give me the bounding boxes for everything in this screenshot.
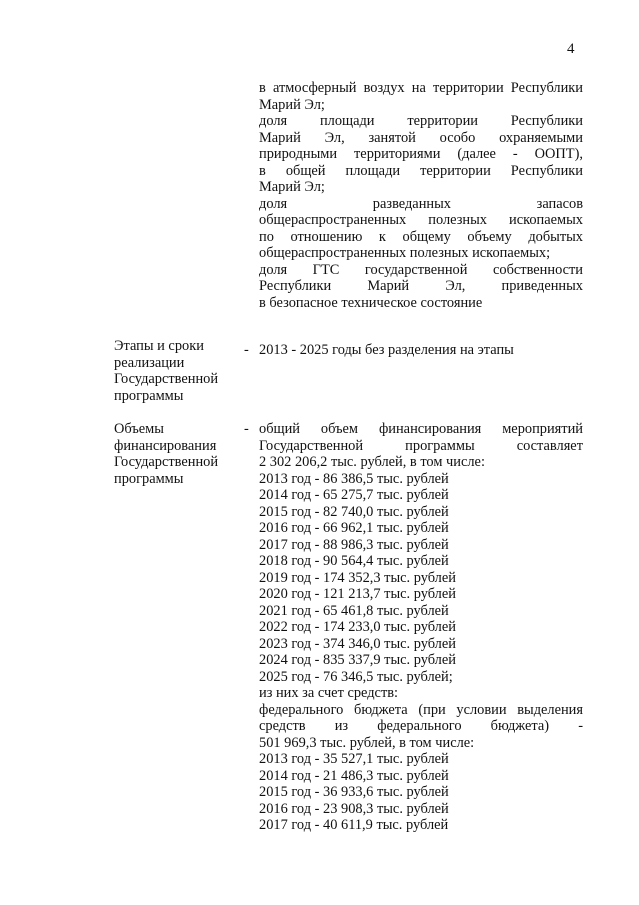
label-line: программы — [114, 470, 184, 487]
funding-line: 2019 год - 174 352,3 тыс. рублей — [259, 569, 456, 586]
text-line: Марий Эл; — [259, 96, 325, 113]
text-line: в атмосферный воздух на территории Республики — [259, 80, 583, 96]
funding-line: средств из федерального бюджета) - — [259, 718, 583, 734]
funding-label — [114, 421, 234, 487]
text-line: Марий Эл; — [259, 179, 325, 195]
funding-line: Государственной программы составляет — [259, 437, 583, 454]
text-line: в общей площади территории Республики — [259, 162, 583, 179]
funding-line: 2015 год - 82 740,0 тыс. рублей — [259, 503, 449, 520]
text-line: природными территориями (далее - ООПТ), — [259, 146, 583, 162]
funding-line: 2017 год - 88 986,3 тыс. рублей — [259, 536, 449, 553]
text-line: Республики Марий Эл, приведенных — [259, 278, 583, 294]
funding-line: 2021 год - 65 461,8 тыс. рублей — [259, 602, 449, 619]
funding-line: 2013 год - 35 527,1 тыс. рублей — [259, 751, 449, 767]
funding-line: 2013 год - 86 386,5 тыс. рублей — [259, 470, 449, 487]
funding-line: общий объем финансирования мероприятий — [259, 421, 583, 437]
stages-value: 2013 - 2025 годы без разделения на этапы — [259, 342, 514, 358]
funding-line: федерального бюджета (при условии выделения — [259, 701, 583, 718]
label-line: Этапы и сроки — [114, 338, 204, 354]
funding-line: 501 969,3 тыс. рублей, в том числе: — [259, 734, 475, 751]
label-line: финансирования — [114, 437, 217, 454]
funding-line: 2015 год - 36 933,6 тыс. рублей — [259, 784, 449, 800]
label-line: реализации — [114, 354, 185, 371]
funding-line: 2016 год - 23 908,3 тыс. рублей — [259, 800, 449, 817]
label-line: Государственной — [114, 454, 219, 470]
funding-line: 2020 год - 121 213,7 тыс. рублей — [259, 586, 456, 602]
funding-line: 2018 год - 90 564,4 тыс. рублей — [259, 553, 449, 569]
text-line: общераспространенных полезных ископаемых; — [259, 245, 551, 261]
text-line: доля ГТС государственной собственности — [259, 261, 583, 278]
text-line: Марий Эл, занятой особо охраняемыми — [259, 129, 583, 146]
label-line: Объемы — [114, 421, 164, 437]
stages-dash: - — [244, 342, 249, 358]
funding-line: 2025 год - 76 346,5 тыс. рублей; — [259, 668, 453, 685]
funding-details — [259, 421, 583, 834]
funding-line: 2016 год - 66 962,1 тыс. рублей — [259, 520, 449, 536]
funding-dash: - — [244, 421, 249, 437]
funding-line: 2 302 206,2 тыс. рублей, в том числе: — [259, 454, 485, 470]
funding-line: 2024 год - 835 337,9 тыс. рублей — [259, 652, 456, 668]
stages-label — [114, 338, 234, 404]
funding-line: 2023 год - 374 346,0 тыс. рублей — [259, 635, 456, 652]
text-line: общераспространенных полезных ископаемых — [259, 212, 583, 228]
funding-line: из них за счет средств: — [259, 685, 399, 701]
text-line: в безопасное техническое состояние — [259, 294, 483, 311]
funding-line: 2022 год - 174 233,0 тыс. рублей — [259, 619, 456, 635]
funding-line: 2014 год - 65 275,7 тыс. рублей — [259, 487, 449, 503]
text-line: доля площади территории Республики — [259, 113, 583, 129]
label-line: Государственной — [114, 371, 219, 387]
funding-line: 2017 год - 40 611,9 тыс. рублей — [259, 817, 449, 833]
funding-line: 2014 год - 21 486,3 тыс. рублей — [259, 767, 449, 784]
stages-value-block — [259, 342, 583, 359]
text-line: по отношению к общему объему добытых — [259, 228, 583, 245]
page-number: 4 — [567, 41, 575, 57]
text-line: доля разведанных запасов — [259, 195, 583, 212]
indicators-continuation — [259, 80, 583, 311]
label-line: программы — [114, 387, 184, 404]
